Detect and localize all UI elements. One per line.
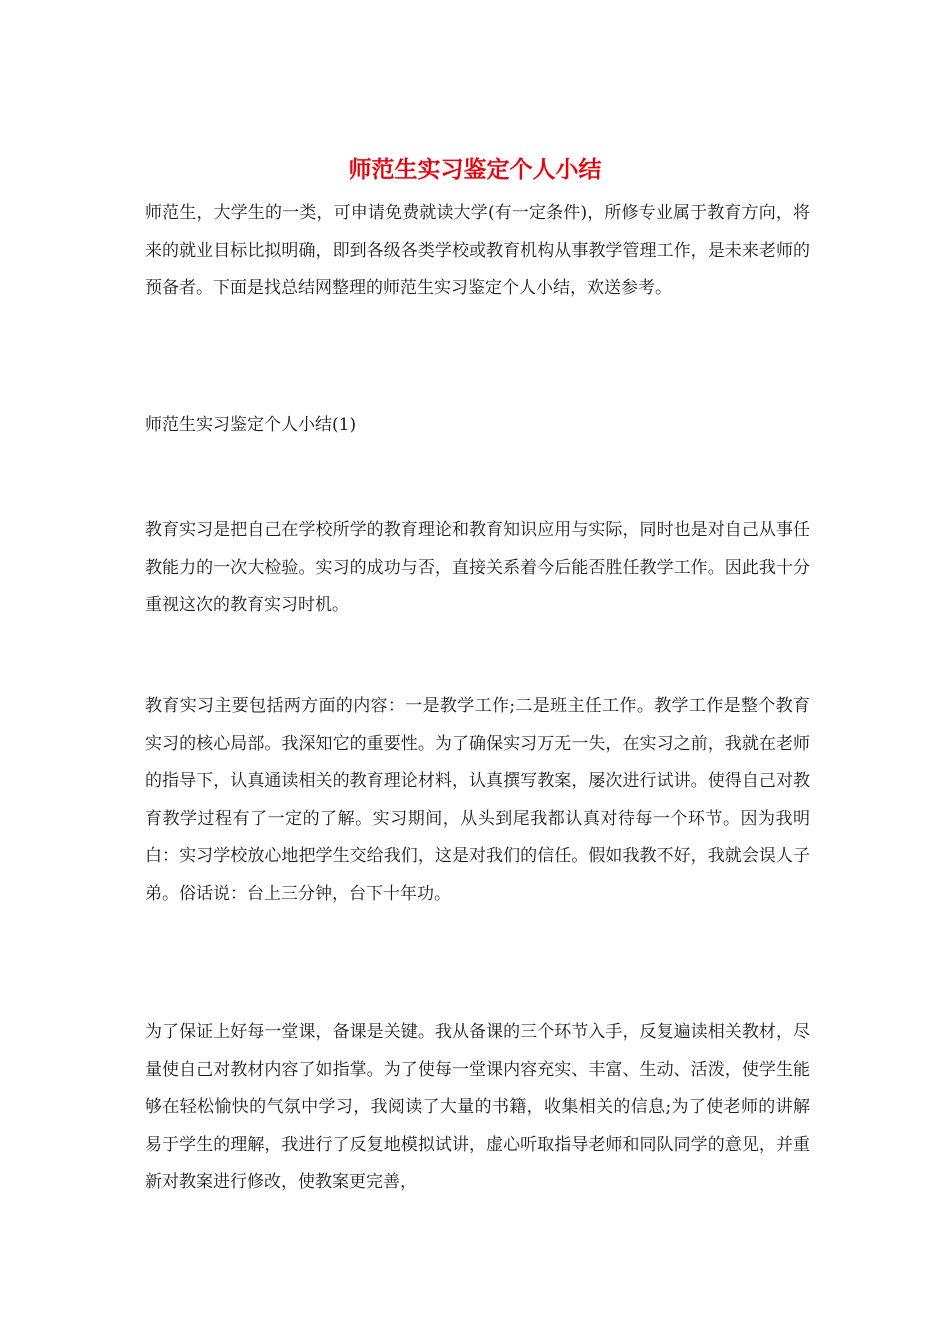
body-paragraph-2: 教育实习主要包括两方面的内容：一是教学工作;二是班主任工作。教学工作是整个教育实习的核心局部。我深知它的重要性。为了确保实习万无一失，在实习之前，我就在老师的指导下，认真通读相关的教育理论材料，认真撰写教案，屡次进行试讲。使得自己对教育教学过程有了一定的了解。实习期间，从头到尾我都认真对待每一个环节。因为我明白：实习学校放心地把学生交给我们，这是对我们的信任。假如我教不好，我就会误人子弟。俗话说：台上三分钟，台下十年功。 <box>145 696 810 904</box>
body-paragraph-3: 为了保证上好每一堂课，备课是关键。我从备课的三个环节入手，反复遍读相关教材，尽量使自己对教材内容了如指掌。为了使每一堂课内容充实、丰富、生动、活泼，使学生能够在轻松愉快的气氛中学习，我阅读了大量的书籍，收集相关的信息;为了使老师的讲解易于学生的理解，我进行了反复地模拟试讲，虚心听取指导老师和同队同学的意见，并重新对教案进行修改，使教案更完善， <box>145 1022 810 1192</box>
intro-paragraph: 师范生，大学生的一类，可申请免费就读大学(有一定条件)，所修专业属于教育方向，将来的就业目标比拟明确，即到各级各类学校或教育机构从事教学管理工作，是未来老师的预备者。下面是找总结网整理的师范生实习鉴定个人小结，欢送参考。 <box>145 203 810 298</box>
section-subtitle: 师范生实习鉴定个人小结(1) <box>145 415 357 435</box>
body-paragraph-1: 教育实习是把自己在学校所学的教育理论和教育知识应用与实际，同时也是对自己从事任教能力的一次大检验。实习的成功与否，直接关系着今后能否胜任教学工作。因此我十分重视这次的教育实习时机。 <box>145 520 810 615</box>
document-title: 师范生实习鉴定个人小结 <box>348 156 602 183</box>
